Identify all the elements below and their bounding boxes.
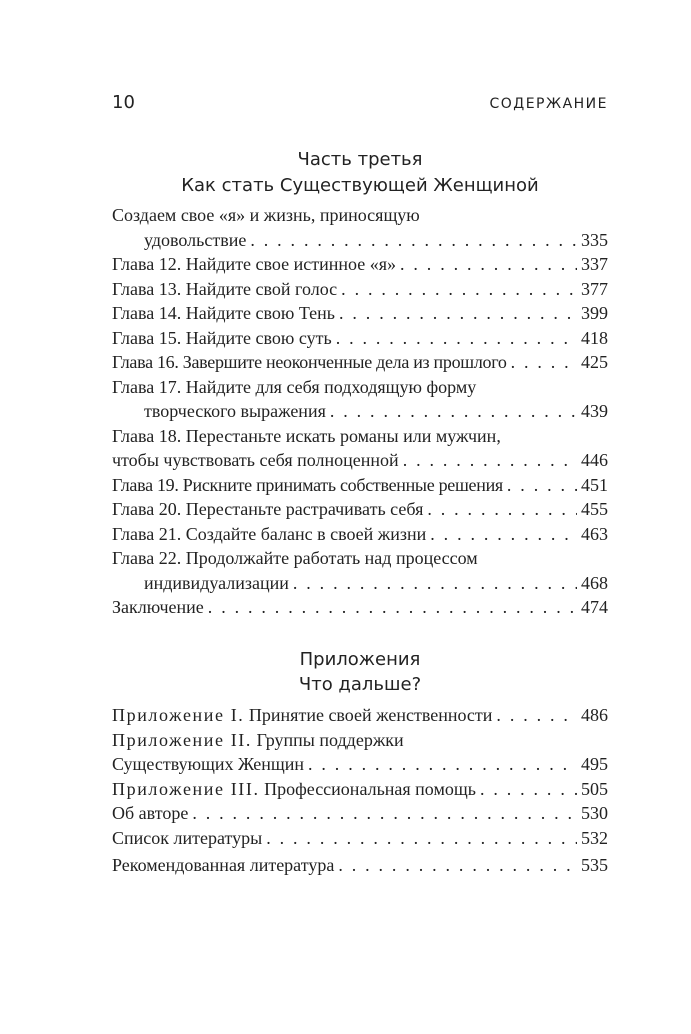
toc-entry-title: Глава 15. Найдите свою суть [112,327,332,348]
toc-entry[interactable] [112,522,608,547]
leader-dots [308,752,577,777]
leader-dots [192,801,577,826]
toc-entry-title: Список литературы [112,827,263,848]
page-number: 10 [112,92,135,113]
leader-dots [338,853,577,878]
leader-dots [336,326,577,351]
toc-entry-title: Глава 22. Продолжайте работать над процессом [112,548,478,568]
toc-entry-title-cont: индивидуализации [144,572,289,593]
toc-entry-title-cont: Существующих Женщин [112,754,304,774]
toc-entry-title: Принятие своей женственности [244,705,493,725]
toc-entry[interactable] [112,497,608,522]
toc-page-number: 495 [581,754,608,774]
leader-dots [430,522,577,547]
toc-page-number: 446 [581,450,608,470]
leader-dots [293,571,577,596]
toc-entry[interactable] [112,826,608,851]
toc-entry[interactable] [112,777,608,802]
part-three-label: Часть третья [297,149,423,170]
running-title: СОДЕРЖАНИЕ [489,96,608,112]
toc-page-number: 455 [581,499,608,519]
toc-entry[interactable] [112,595,608,620]
leader-dots [400,252,577,277]
toc-page-number: 439 [581,401,608,421]
toc-entry-title: Заключение [112,597,204,617]
toc-page-number: 425 [581,352,608,372]
toc-entry-title: Рекомендованная литература [112,855,335,875]
toc-page-number: 474 [581,597,608,617]
leader-dots [427,497,577,522]
toc-page-number: 535 [581,855,608,875]
toc-entry-title: Глава 13. Найдите свой голос [112,278,338,299]
leader-dots [403,448,577,473]
toc-entry-label: Приложение III. [112,778,260,799]
toc-entry[interactable] [112,252,608,277]
toc-entry[interactable] [112,277,608,302]
toc-entry[interactable] [112,473,608,498]
toc-page-number: 463 [581,523,608,544]
toc-page-number: 530 [581,803,608,823]
toc-entry-title: Глава 20. Перестаньте растрачивать себя [112,499,424,519]
leader-dots [511,350,577,375]
leader-dots [208,595,577,620]
toc-entry-title: Глава 16. Завершите неоконченные дела из прошлого [112,352,507,372]
toc-page-number: 337 [581,254,608,274]
toc-entry[interactable] [112,350,608,375]
toc-entry-title: Глава 19. Рискните принимать собственные решения [112,474,503,495]
toc-page-number: 377 [581,278,608,299]
toc-entry-title-cont: чтобы чувствовать себя полноценной [112,450,399,470]
appendix-title: Что дальше? [298,674,422,695]
toc-page-number: 505 [581,778,608,799]
leader-dots [339,301,577,326]
toc-entry[interactable] [112,801,608,826]
toc-entry-label: Приложение I. [112,705,245,725]
appendix-label: Приложения [299,649,421,670]
toc-entry[interactable] [112,326,608,351]
toc-page-number: 486 [581,705,608,725]
toc-entry-title-cont: творческого выражения [144,401,326,421]
toc-page-number: 418 [581,327,608,348]
toc-entry[interactable] [112,728,608,777]
leader-dots [341,277,577,302]
toc-page-number: 335 [581,229,608,250]
part-three-title: Как стать Существующей Женщиной [181,175,539,196]
toc-entry-title: Группы поддержки [252,729,404,750]
toc-page-number: 399 [581,303,608,323]
toc-part-three [112,203,608,620]
toc-entry-title: Профессиональная помощь [259,778,476,799]
toc-entry[interactable] [112,853,608,878]
toc-entry[interactable] [112,375,608,424]
leader-dots [496,703,577,728]
toc-page-number: 532 [581,827,608,848]
toc-entry-title: Глава 14. Найдите свою Тень [112,303,335,323]
leader-dots [330,399,577,424]
toc-entry-title-cont: удовольствие [144,229,247,250]
toc-entry-title: Создаем свое «я» и жизнь, приносящую [112,205,420,225]
toc-appendix [112,703,608,878]
toc-entry[interactable] [112,424,608,473]
toc-entry-title: Глава 12. Найдите свое истинное «я» [112,254,396,274]
toc-entry[interactable] [112,203,608,252]
leader-dots [507,473,577,498]
toc-page-number: 468 [581,572,608,593]
leader-dots [480,777,577,802]
toc-entry[interactable] [112,301,608,326]
toc-entry-title: Глава 18. Перестаньте искать романы или мужчин, [112,425,501,446]
toc-page-number: 451 [581,474,608,495]
toc-entry-title: Глава 17. Найдите для себя подходящую форму [112,376,477,397]
leader-dots [250,228,577,253]
toc-entry-title: Глава 21. Создайте баланс в своей жизни [112,523,427,544]
toc-entry[interactable] [112,703,608,728]
leader-dots [266,826,577,851]
toc-entry-label: Приложение II. [112,729,252,750]
toc-entry-title: Об авторе [112,803,189,823]
toc-entry[interactable] [112,546,608,595]
